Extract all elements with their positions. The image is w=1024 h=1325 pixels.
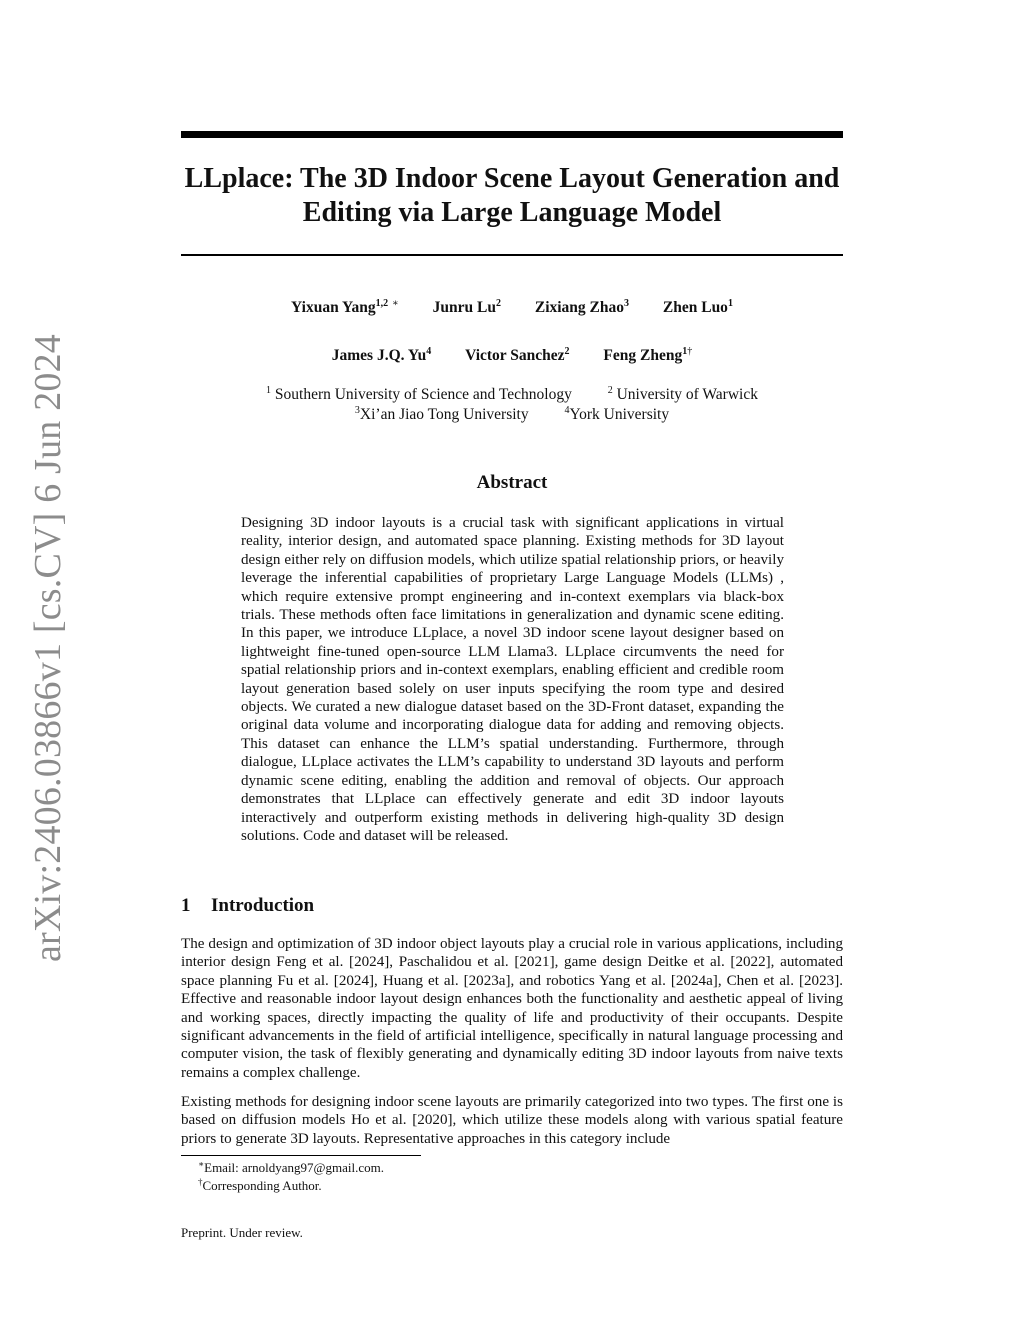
affiliation-name: Southern University of Science and Technology: [271, 386, 572, 403]
footnote-email: [198, 1160, 384, 1176]
affiliation-name: Xi’an Jiao Tong University: [359, 406, 529, 423]
affiliation-warwick: [608, 386, 758, 404]
author-affiliation-sup: 1: [727, 298, 733, 309]
affiliations-row-1: [181, 386, 843, 404]
affiliation-york: [564, 406, 669, 424]
author-affiliation-sup: 1: [682, 346, 688, 357]
affiliation-sup: 2: [607, 385, 613, 396]
footnote-rule: [181, 1155, 421, 1156]
section-number: 1: [181, 895, 191, 916]
affiliation-name: York University: [569, 406, 670, 423]
authors-row-1: [181, 299, 843, 317]
author-junru-lu: [433, 299, 501, 317]
section-title: Introduction: [211, 895, 315, 916]
author-affiliation-sup: 1,2: [375, 298, 389, 309]
abstract-text: Designing 3D indoor layouts is a crucial task with significant applications in virtual reality, interior design, and automated space planning. Existing methods for 3D layout design either rely on diffusion models, which utilize spatial relationship priors, or heavily leverage the inferential capabilities of proprietary Large Language Models (LLMs) , which require extensive prompt engineering and in-context exemplars via black-box trials. These methods often face limitations in generalization and dynamic scene editing. In this paper, we introduce LLplace, a novel 3D indoor scene layout designer based on lightweight fine-tuned open-source LLM Llama3. LLplace circumvents the need for spatial relationship priors and in-context exemplars, enabling efficient and credible room layout generation based solely on user inputs specifying the room type and desired objects. We curated a new dialogue dataset based on the 3D-Front dataset, expanding the original data volume and incorporating dialogue data for adding and removing objects. This dataset can enhance the LLM’s spatial understanding. Furthermore, through dialogue, LLplace activates the LLM’s capability to understand 3D layouts and perform dynamic scene editing, enabling the addition and removal of objects. Our approach demonstrates that LLplace can effectively generate and edit 3D indoor layouts interactively and outperform existing methods in delivering high-quality 3D design solutions. Code and dataset will be released.: [241, 515, 784, 844]
author-zhen-luo: [663, 299, 733, 317]
footnote-mark: ∗: [198, 1159, 205, 1169]
author-name: Victor Sanchez: [465, 347, 565, 364]
intro-paragraph-2: Existing methods for designing indoor scene layouts are primarily categorized into two types. The first one is based on diffusion models Ho et al. [2020], which utilize these models along with various spatial feature priors to generate 3D layouts. Representative approaches in this category include: [181, 1094, 843, 1147]
author-affiliation-sup: 4: [426, 346, 432, 357]
author-affiliation-sup: 2: [495, 298, 501, 309]
arxiv-identifier-stamp: arXiv:2406.03866v1 [cs.CV] 6 Jun 2024: [27, 333, 69, 963]
author-name: Zixiang Zhao: [534, 299, 625, 316]
author-yixuan-yang: [291, 299, 399, 317]
affiliations-row-2: [181, 406, 843, 424]
paper-title-line-1: LLplace: The 3D Indoor Scene Layout Generation and: [184, 163, 840, 194]
title-top-rule: [181, 131, 843, 138]
section-heading-introduction: [181, 895, 314, 917]
footnote-mark: †: [198, 1177, 203, 1187]
authors-row-2: [181, 347, 843, 365]
affiliation-xjtu: [355, 406, 529, 424]
paper-title-line-2: Editing via Large Language Model: [302, 197, 722, 228]
author-name: James J.Q. Yu: [331, 347, 427, 364]
author-zixiang-zhao: [535, 299, 629, 317]
footnote-text: Corresponding Author.: [202, 1178, 322, 1193]
author-name: Yixuan Yang: [291, 299, 376, 316]
affiliation-sup: 1: [266, 385, 272, 396]
author-footnote-mark: †: [687, 346, 693, 357]
footnote-corresponding-author: [198, 1178, 322, 1194]
title-bottom-rule: [181, 254, 843, 256]
abstract-heading: Abstract: [476, 472, 548, 493]
affiliation-sustech: [266, 386, 572, 404]
author-name: Feng Zheng: [603, 347, 683, 364]
author-james-yu: [332, 347, 431, 365]
author-victor-sanchez: [465, 347, 569, 365]
affiliation-sup: 3: [354, 405, 360, 416]
author-footnote-mark: ∗: [391, 298, 399, 309]
paper-title: [181, 162, 843, 230]
affiliation-sup: 4: [564, 405, 570, 416]
author-feng-zheng: [603, 347, 692, 365]
author-affiliation-sup: 3: [624, 298, 630, 309]
author-name: Zhen Luo: [662, 299, 728, 316]
author-name: Junru Lu: [432, 299, 496, 316]
footnote-text: Email: arnoldyang97@gmail.com.: [204, 1160, 384, 1175]
preprint-notice: Preprint. Under review.: [181, 1225, 303, 1240]
intro-paragraph-1: The design and optimization of 3D indoor object layouts play a crucial role in various applications, including interior design Feng et al. [2024], Paschalidou et al. [2021], game design Deitke et al. [2022], automated space planning Fu et al. [2024], Huang et al. [2023a], and robotics Yang et al. [2024a], Chen et al. [2023]. Effective and reasonable indoor layout design enhances both the functionality and aesthetic appeal of living and working spaces, directly impacting the quality of life and productivity of their occupants. Despite significant advancements in the field of artificial intelligence, specifically in natural language processing and computer vision, the task of flexibly generating and dynamically editing 3D indoor layouts from naive texts remains a complex challenge.: [181, 936, 843, 1081]
author-affiliation-sup: 2: [564, 346, 570, 357]
affiliation-name: University of Warwick: [612, 386, 758, 403]
